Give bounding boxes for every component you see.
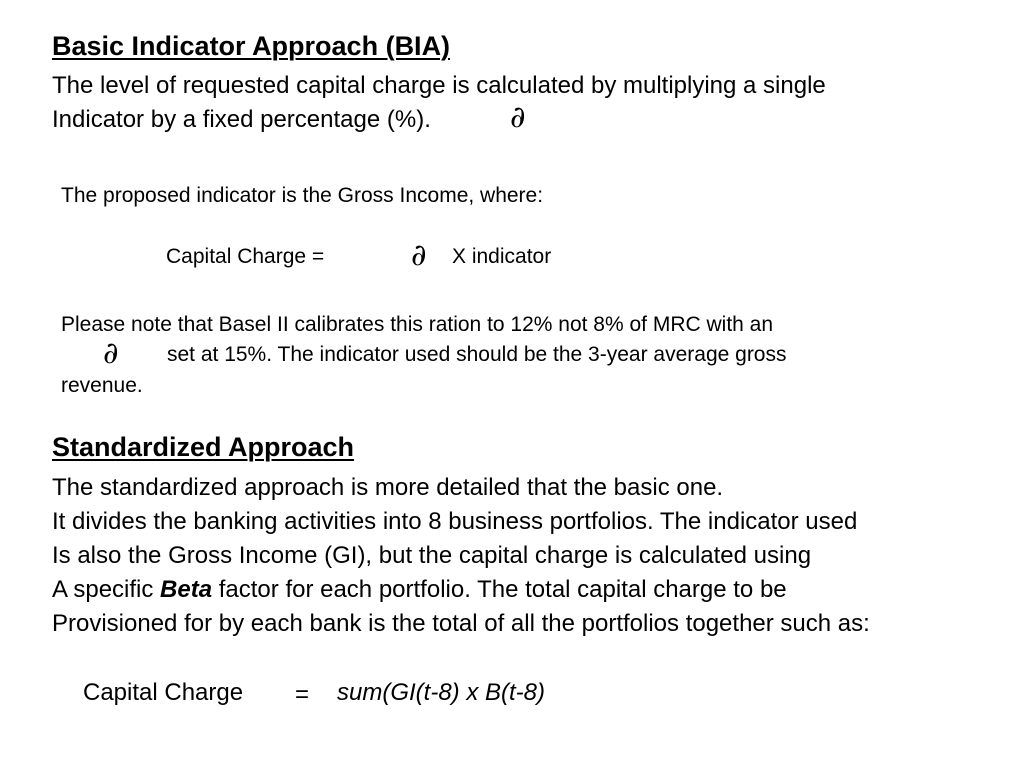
alpha-symbol-icon: ∂ xyxy=(510,100,526,135)
sa-formula-equals: = xyxy=(295,681,310,708)
bia-heading: Basic Indicator Approach (BIA) xyxy=(52,31,451,61)
beta-term: Beta xyxy=(160,576,213,603)
sa-description-line-4 xyxy=(52,576,787,604)
bia-formula-left: Capital Charge = xyxy=(166,245,325,268)
sa-line-4-suffix: factor for each portfolio. The total capital charge to be xyxy=(212,576,787,603)
bia-note-line-3: revenue. xyxy=(61,374,143,397)
sa-formula-left: Capital Charge xyxy=(83,679,244,706)
alpha-symbol-icon: ∂ xyxy=(411,238,427,273)
bia-description-line-1: The level of requested capital charge is calculated by multiplying a single xyxy=(52,72,826,99)
bia-formula-right: X indicator xyxy=(452,245,552,268)
alpha-symbol-icon: ∂ xyxy=(103,336,119,371)
sa-line-4-prefix: A specific xyxy=(52,576,161,603)
sa-description-line-3: Is also the Gross Income (GI), but the capital charge is calculated using xyxy=(52,542,812,569)
bia-description-line-2: Indicator by a fixed percentage (%). xyxy=(52,106,431,133)
sa-description-line-1: The standardized approach is more detailed that the basic one. xyxy=(52,474,724,501)
bia-indicator-intro: The proposed indicator is the Gross Income, where: xyxy=(61,184,544,207)
bia-note-line-1: Please note that Basel II calibrates this ration to 12% not 8% of MRC with an xyxy=(61,313,774,336)
bia-note-line-2: set at 15%. The indicator used should be the 3-year average gross xyxy=(167,343,787,366)
sa-heading: Standardized Approach xyxy=(52,432,355,462)
sa-description-line-2: It divides the banking activities into 8 business portfolios. The indicator used xyxy=(52,508,858,535)
sa-description-line-5: Provisioned for by each bank is the total of all the portfolios together such as: xyxy=(52,610,870,637)
sa-formula-right: sum(GI(t-8) x B(t-8) xyxy=(337,679,545,706)
